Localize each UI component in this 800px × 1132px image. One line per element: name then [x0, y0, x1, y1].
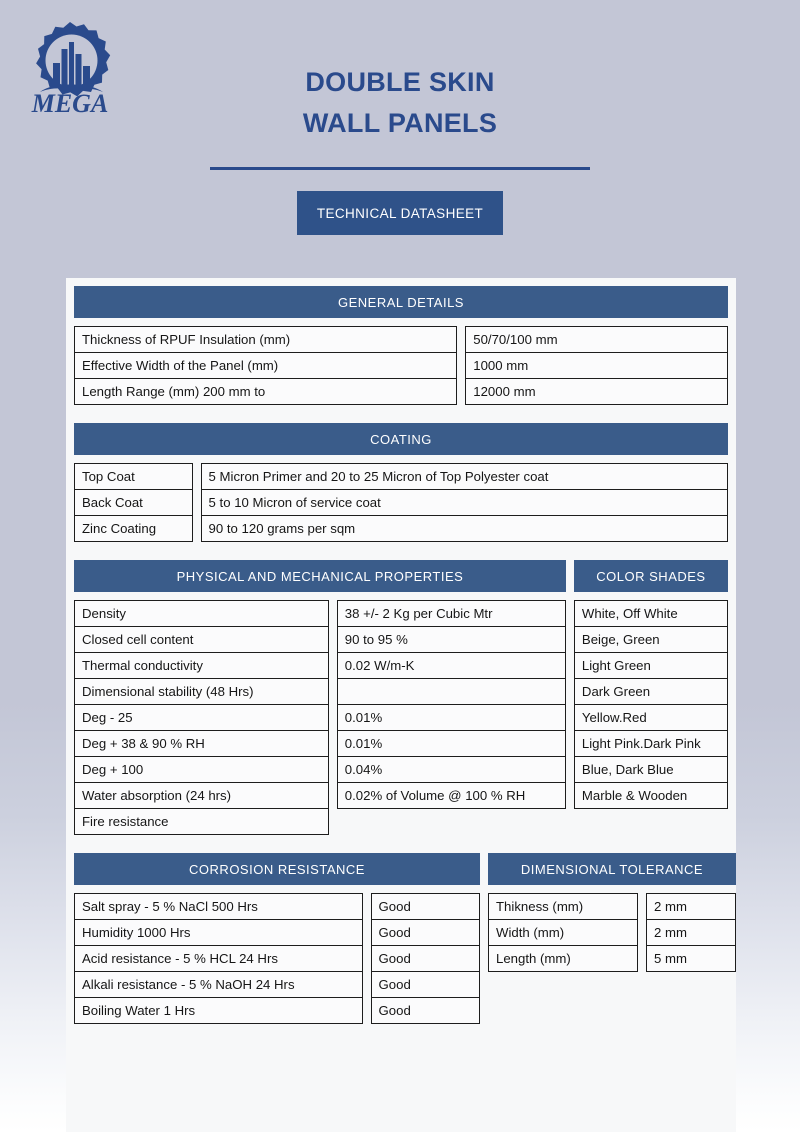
table-row [371, 972, 479, 998]
cell-empty [337, 809, 565, 835]
general-details-values [465, 326, 728, 405]
cell-label: Deg + 100 [75, 757, 329, 783]
cell-color-shade: Beige, Green [574, 627, 727, 653]
list-item [574, 731, 727, 757]
table-row [75, 516, 193, 542]
table-row [75, 946, 363, 972]
section-header-dimensional-tolerance: DIMENSIONAL TOLERANCE [488, 853, 736, 885]
corrosion-and-tolerance [74, 853, 728, 1024]
cell-label: Deg - 25 [75, 705, 329, 731]
cell-label: Acid resistance - 5 % HCL 24 Hrs [75, 946, 363, 972]
cell-label: Effective Width of the Panel (mm) [75, 353, 457, 379]
cell-label: Boiling Water 1 Hrs [75, 998, 363, 1024]
table-row [647, 920, 736, 946]
cell-value: 12000 mm [466, 379, 728, 405]
section-header-physical-mechanical: PHYSICAL AND MECHANICAL PROPERTIES [74, 560, 566, 592]
cell-label: Thermal conductivity [75, 653, 329, 679]
table-row [371, 920, 479, 946]
table-row [75, 972, 363, 998]
general-details-labels [74, 326, 457, 405]
table-row [75, 920, 363, 946]
coating-table [74, 463, 728, 542]
dimensional-tolerance-labels [488, 893, 638, 972]
title-line-2: WALL PANELS [302, 108, 498, 138]
physical-mechanical-values [337, 600, 566, 835]
table-row [337, 601, 565, 627]
list-item [574, 757, 727, 783]
cell-label: Thickness of RPUF Insulation (mm) [75, 327, 457, 353]
cell-value: 5 mm [647, 946, 736, 972]
table-row [337, 679, 565, 705]
section-headers-properties-colors [74, 560, 728, 592]
list-item [574, 783, 727, 809]
cell-label: Salt spray - 5 % NaCl 500 Hrs [75, 894, 363, 920]
table-row [75, 731, 329, 757]
cell-color-shade: Marble & Wooden [574, 783, 727, 809]
table-row [201, 464, 727, 490]
table-row [201, 516, 727, 542]
cell-value: 0.04% [337, 757, 565, 783]
table-row [75, 679, 329, 705]
title-divider [210, 167, 590, 170]
physical-mechanical-labels [74, 600, 329, 835]
table-row [337, 783, 565, 809]
cell-value: 0.02 W/m-K [337, 653, 565, 679]
cell-value: Good [371, 972, 479, 998]
cell-value: Good [371, 920, 479, 946]
table-row [75, 757, 329, 783]
cell-value: Good [371, 946, 479, 972]
cell-value: 2 mm [647, 920, 736, 946]
table-row [337, 809, 565, 835]
cell-label: Humidity 1000 Hrs [75, 920, 363, 946]
table-row [75, 998, 363, 1024]
table-row [201, 490, 727, 516]
table-row [489, 920, 638, 946]
properties-and-colors [74, 600, 728, 835]
list-item [574, 601, 727, 627]
logo-wordmark: MEGA [31, 89, 109, 118]
cell-value: 0.02% of Volume @ 100 % RH [337, 783, 565, 809]
cell-label: Closed cell content [75, 627, 329, 653]
cell-label: Density [75, 601, 329, 627]
table-row [75, 809, 329, 835]
list-item [574, 705, 727, 731]
cell-label: Alkali resistance - 5 % NaOH 24 Hrs [75, 972, 363, 998]
corrosion-resistance-block [74, 853, 480, 1024]
table-row [75, 783, 329, 809]
table-row [371, 894, 479, 920]
cell-label: Length (mm) [489, 946, 638, 972]
table-row [75, 490, 193, 516]
list-item [574, 627, 727, 653]
cell-value: 5 to 10 Micron of service coat [201, 490, 727, 516]
cell-color-shade: White, Off White [574, 601, 727, 627]
cell-value: Good [371, 998, 479, 1024]
cell-value: 90 to 120 grams per sqm [201, 516, 727, 542]
page-title [160, 62, 640, 144]
table-row [489, 894, 638, 920]
dimensional-tolerance-values [646, 893, 736, 972]
dimensional-tolerance-block [488, 853, 736, 972]
table-row [371, 998, 479, 1024]
corrosion-resistance-values [371, 893, 480, 1024]
table-row [75, 894, 363, 920]
cell-label: Deg + 38 & 90 % RH [75, 731, 329, 757]
content-panel [66, 278, 736, 1132]
table-row [75, 601, 329, 627]
cell-color-shade: Dark Green [574, 679, 727, 705]
cell-color-shade: Light Pink.Dark Pink [574, 731, 727, 757]
table-row [75, 379, 457, 405]
table-row [337, 731, 565, 757]
section-header-corrosion-resistance: CORROSION RESISTANCE [74, 853, 480, 885]
table-row [337, 653, 565, 679]
table-row [466, 379, 728, 405]
list-item [574, 653, 727, 679]
cell-value: 90 to 95 % [337, 627, 565, 653]
table-row [75, 653, 329, 679]
table-row [75, 464, 193, 490]
table-row [489, 946, 638, 972]
mega-logo [18, 16, 122, 120]
cell-label: Water absorption (24 hrs) [75, 783, 329, 809]
cell-value: Good [371, 894, 479, 920]
cell-label: Dimensional stability (48 Hrs) [75, 679, 329, 705]
table-row [75, 327, 457, 353]
coating-labels [74, 463, 193, 542]
cell-value: 5 Micron Primer and 20 to 25 Micron of Top Polyester coat [201, 464, 727, 490]
table-row [337, 627, 565, 653]
list-item [574, 679, 727, 705]
page-header [0, 0, 800, 278]
cell-value: 2 mm [647, 894, 736, 920]
cell-label: Thikness (mm) [489, 894, 638, 920]
table-row [647, 894, 736, 920]
cell-value: 0.01% [337, 705, 565, 731]
table-row [371, 946, 479, 972]
cell-label: Length Range (mm) 200 mm to [75, 379, 457, 405]
cell-value: 0.01% [337, 731, 565, 757]
table-row [75, 353, 457, 379]
cell-label: Back Coat [75, 490, 193, 516]
cell-value: 38 +/- 2 Kg per Cubic Mtr [337, 601, 565, 627]
cell-label: Fire resistance [75, 809, 329, 835]
cell-label: Width (mm) [489, 920, 638, 946]
cell-label: Zinc Coating [75, 516, 193, 542]
cell-color-shade: Light Green [574, 653, 727, 679]
section-header-color-shades: COLOR SHADES [574, 560, 728, 592]
section-header-coating: COATING [74, 423, 728, 455]
general-details-table [74, 326, 728, 405]
cell-color-shade: Blue, Dark Blue [574, 757, 727, 783]
table-row [466, 327, 728, 353]
coating-values [201, 463, 728, 542]
corrosion-resistance-labels [74, 893, 363, 1024]
title-line-1: DOUBLE SKIN [305, 67, 495, 97]
cell-value: 1000 mm [466, 353, 728, 379]
table-row [337, 757, 565, 783]
table-row [75, 705, 329, 731]
table-row [647, 946, 736, 972]
section-header-general-details: GENERAL DETAILS [74, 286, 728, 318]
color-shades-list [574, 600, 728, 809]
table-row [337, 705, 565, 731]
cell-value: 50/70/100 mm [466, 327, 728, 353]
table-row [466, 353, 728, 379]
cell-label: Top Coat [75, 464, 193, 490]
technical-datasheet-badge: TECHNICAL DATASHEET [297, 191, 503, 235]
cell-value [337, 679, 565, 705]
cell-color-shade: Yellow.Red [574, 705, 727, 731]
table-row [75, 627, 329, 653]
